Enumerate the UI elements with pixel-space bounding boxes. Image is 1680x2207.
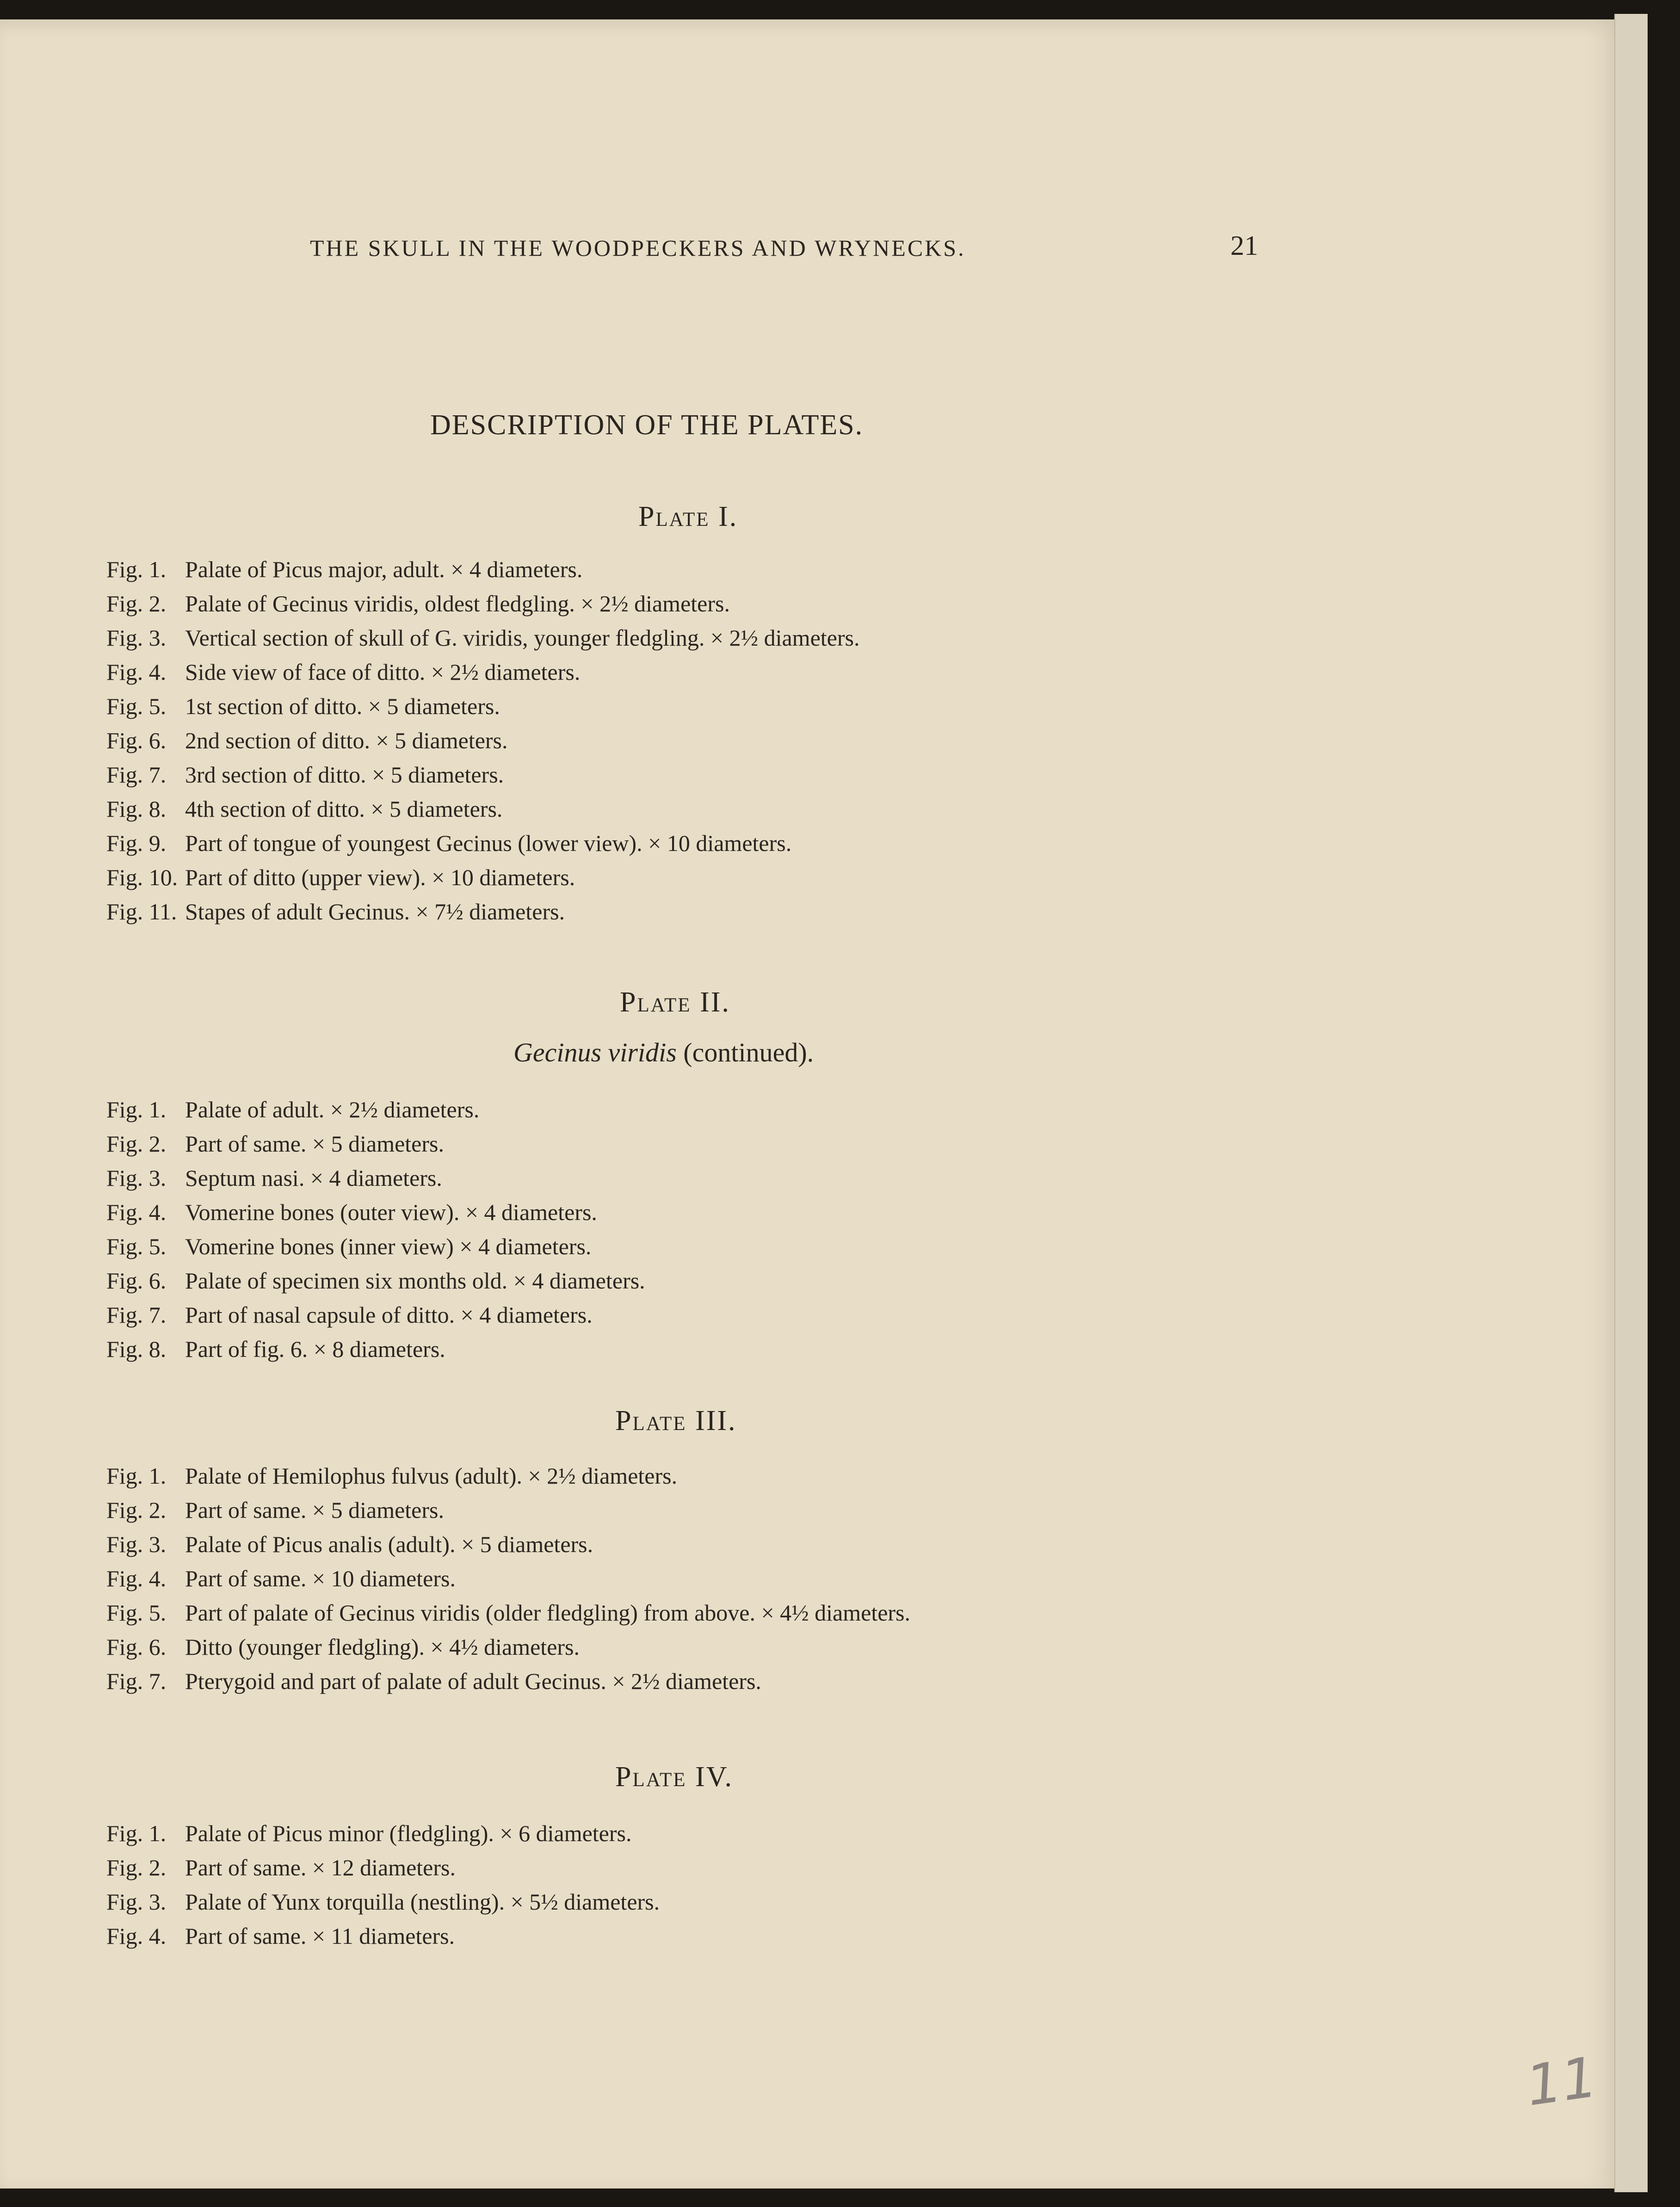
figure-text: Side view of face of ditto. × 2½ diameters.	[185, 659, 581, 685]
figure-label: Fig. 5.	[106, 1600, 167, 1626]
figure-text: Palate of Gecinus viridis, oldest fledgling. × 2½ diameters.	[185, 591, 730, 616]
figure-caption	[106, 894, 859, 929]
figure-text: Vertical section of skull of G. viridis, younger fledgling. × 2½ diameters.	[185, 625, 860, 651]
figure-caption	[106, 1298, 645, 1332]
figure-label: Fig. 1.	[106, 1097, 167, 1122]
figure-caption	[106, 552, 859, 586]
figure-caption	[106, 655, 859, 689]
figure-text: Part of palate of Gecinus viridis (older fledgling) from above. × 4½ diameters.	[185, 1600, 911, 1626]
figure-text: Part of same. × 12 diameters.	[185, 1855, 456, 1880]
figure-text: Pterygoid and part of palate of adult Gecinus. × 2½ diameters.	[185, 1668, 761, 1694]
figure-text: 2nd section of ditto. × 5 diameters.	[185, 727, 508, 753]
figure-text: Vomerine bones (outer view). × 4 diameters.	[185, 1199, 597, 1225]
figure-text: Palate of Hemilophus fulvus (adult). × 2½ diameters.	[185, 1463, 678, 1489]
figure-caption	[106, 1332, 645, 1366]
figure-caption	[106, 1561, 910, 1596]
figure-caption	[106, 1664, 910, 1698]
figure-caption	[106, 1630, 910, 1664]
pencil-folio-mark: 11	[1522, 2045, 1601, 2119]
plate-4-figure-list	[106, 1816, 660, 1953]
figure-caption	[106, 1264, 645, 1298]
figure-label: Fig. 2.	[106, 1131, 167, 1157]
figure-text: Ditto (younger fledgling). × 4½ diameters.	[185, 1634, 580, 1660]
figure-caption	[106, 1816, 660, 1850]
figure-label: Fig. 3.	[106, 1165, 167, 1191]
figure-label: Fig. 11.	[106, 899, 177, 925]
figure-caption	[106, 1885, 660, 1919]
figure-label: Fig. 6.	[106, 1634, 167, 1660]
figure-label: Fig. 4.	[106, 1566, 167, 1591]
figure-caption	[106, 1092, 645, 1127]
figure-label: Fig. 5.	[106, 1233, 167, 1259]
figure-caption	[106, 792, 859, 826]
plate-2-subtitle-note: (continued).	[676, 1037, 814, 1067]
figure-text: Part of same. × 5 diameters.	[185, 1131, 444, 1157]
figure-label: Fig. 1.	[106, 556, 167, 582]
figure-label: Fig. 2.	[106, 591, 167, 616]
page-number: 21	[1230, 230, 1258, 261]
figure-label: Fig. 1.	[106, 1820, 167, 1846]
plate-1-heading: Plate I.	[638, 501, 738, 532]
figure-label: Fig. 9.	[106, 830, 167, 856]
figure-caption	[106, 826, 859, 860]
figure-label: Fig. 8.	[106, 796, 167, 822]
figure-label: Fig. 10.	[106, 864, 178, 890]
page-title: DESCRIPTION OF THE PLATES.	[430, 409, 864, 441]
figure-label: Fig. 7.	[106, 762, 167, 788]
figure-text: Part of nasal capsule of ditto. × 4 diameters.	[185, 1302, 593, 1328]
plate-3-figure-list	[106, 1459, 910, 1698]
plate-2-heading: Plate II.	[620, 986, 730, 1018]
plate-3-heading: Plate III.	[615, 1405, 737, 1436]
figure-text: Palate of adult. × 2½ diameters.	[185, 1097, 480, 1122]
figure-caption	[106, 1161, 645, 1195]
figure-caption	[106, 1596, 910, 1630]
figure-label: Fig. 2.	[106, 1497, 167, 1523]
figure-label: Fig. 7.	[106, 1668, 167, 1694]
document-page	[0, 19, 1614, 2189]
figure-text: 1st section of ditto. × 5 diameters.	[185, 693, 500, 719]
plate-2-figure-list	[106, 1092, 645, 1366]
figure-text: Palate of specimen six months old. × 4 diameters.	[185, 1268, 645, 1294]
plate-4-heading: Plate IV.	[615, 1761, 733, 1793]
figure-text: Palate of Picus analis (adult). × 5 diameters.	[185, 1531, 593, 1557]
figure-label: Fig. 2.	[106, 1855, 167, 1880]
figure-text: Part of same. × 10 diameters.	[185, 1566, 456, 1591]
figure-label: Fig. 3.	[106, 1889, 167, 1915]
figure-caption	[106, 1229, 645, 1264]
figure-label: Fig. 4.	[106, 659, 167, 685]
plate-2-subtitle-species: Gecinus viridis	[513, 1037, 677, 1067]
figure-label: Fig. 8.	[106, 1336, 167, 1362]
figure-caption	[106, 860, 859, 894]
figure-text: Septum nasi. × 4 diameters.	[185, 1165, 442, 1191]
figure-text: Palate of Yunx torquilla (nestling). × 5½ diameters.	[185, 1889, 660, 1915]
figure-label: Fig. 6.	[106, 727, 167, 753]
figure-caption	[106, 1919, 660, 1953]
figure-label: Fig. 1.	[106, 1463, 167, 1489]
figure-text: Part of same. × 11 diameters.	[185, 1923, 455, 1949]
figure-caption	[106, 1195, 645, 1229]
figure-text: 4th section of ditto. × 5 diameters.	[185, 796, 503, 822]
figure-label: Fig. 4.	[106, 1923, 167, 1949]
figure-caption	[106, 1493, 910, 1527]
figure-caption	[106, 1459, 910, 1493]
figure-caption	[106, 758, 859, 792]
figure-text: Part of tongue of youngest Gecinus (lower view). × 10 diameters.	[185, 830, 792, 856]
figure-caption	[106, 689, 859, 723]
figure-text: Stapes of adult Gecinus. × 7½ diameters.	[185, 899, 565, 925]
figure-text: Palate of Picus major, adult. × 4 diameters.	[185, 556, 583, 582]
figure-label: Fig. 4.	[106, 1199, 167, 1225]
figure-label: Fig. 5.	[106, 693, 167, 719]
figure-text: Vomerine bones (inner view) × 4 diameters.	[185, 1233, 592, 1259]
figure-text: Part of ditto (upper view). × 10 diameters.	[185, 864, 575, 890]
figure-label: Fig. 3.	[106, 1531, 167, 1557]
figure-label: Fig. 3.	[106, 625, 167, 651]
figure-caption	[106, 586, 859, 621]
figure-text: Palate of Picus minor (fledgling). × 6 diameters.	[185, 1820, 632, 1846]
figure-text: 3rd section of ditto. × 5 diameters.	[185, 762, 504, 788]
figure-label: Fig. 7.	[106, 1302, 167, 1328]
figure-caption	[106, 723, 859, 758]
figure-caption	[106, 1850, 660, 1885]
figure-caption	[106, 621, 859, 655]
plate-1-figure-list	[106, 552, 859, 929]
underlying-page-edge	[1614, 14, 1648, 2192]
figure-text: Part of fig. 6. × 8 diameters.	[185, 1336, 445, 1362]
figure-caption	[106, 1527, 910, 1561]
plate-2-subtitle	[513, 1037, 814, 1068]
figure-caption	[106, 1127, 645, 1161]
figure-label: Fig. 6.	[106, 1268, 167, 1294]
running-head: THE SKULL IN THE WOODPECKERS AND WRYNECKS.	[310, 235, 966, 261]
figure-text: Part of same. × 5 diameters.	[185, 1497, 444, 1523]
